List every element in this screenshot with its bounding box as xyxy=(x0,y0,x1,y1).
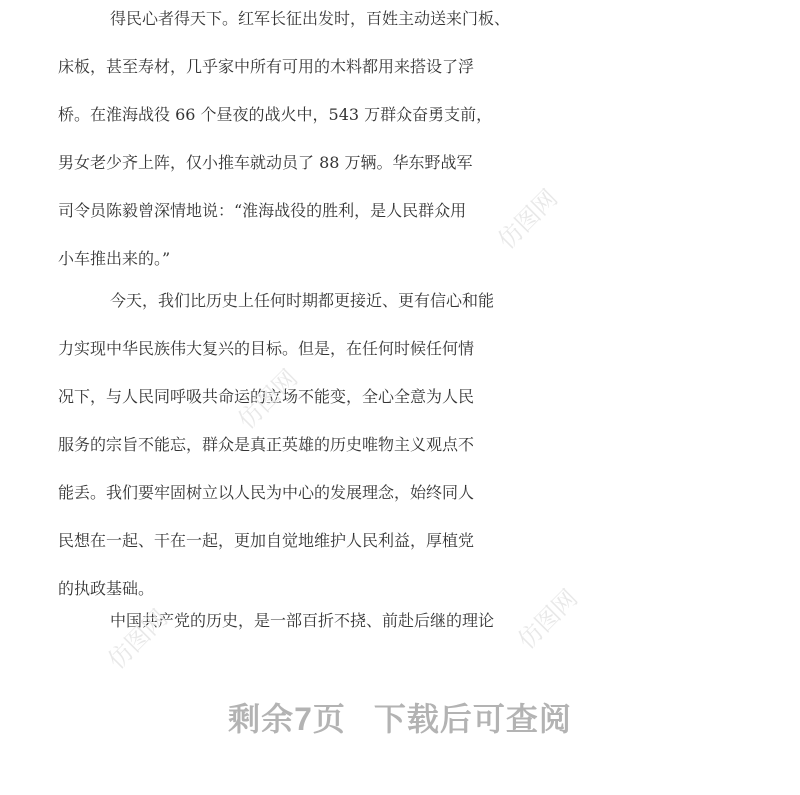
text-line: 力实现中华民族伟大复兴的目标。但是，在任何时候任何情 xyxy=(58,339,475,358)
text-line: 况下，与人民同呼吸共命运的立场不能变，全心全意为人民 xyxy=(58,387,475,406)
text-line: 小车推出来的。” xyxy=(58,249,171,268)
download-to-view-label: 下载后可查阅 xyxy=(373,701,572,737)
watermark: 仿图网 xyxy=(492,183,564,255)
paragraph-2 xyxy=(58,277,748,613)
watermark: 仿图网 xyxy=(512,583,584,655)
text-line: 能丢。我们要牢固树立以人民为中心的发展理念，始终同人 xyxy=(58,483,475,502)
remaining-pages-banner[interactable] xyxy=(0,694,800,740)
remaining-pages-label: 剩余7页 xyxy=(228,701,346,737)
watermark: 仿图网 xyxy=(232,363,304,435)
text-line: 桥。在淮海战役 66 个昼夜的战火中，543 万群众奋勇支前， xyxy=(58,105,493,124)
text-line: 中国共产党的历史，是一部百折不挠、前赴后继的理论 xyxy=(110,611,495,630)
text-line: 男女老少齐上阵，仅小推车就动员了 88 万辆。华东野战军 xyxy=(58,153,473,172)
paragraph-1 xyxy=(58,0,748,283)
text-line: 得民心者得天下。红军长征出发时，百姓主动送来门板、 xyxy=(110,9,511,28)
watermark: 仿图网 xyxy=(102,603,174,675)
text-line: 司令员陈毅曾深情地说：“淮海战役的胜利，是人民群众用 xyxy=(58,201,467,220)
text-line: 民想在一起、干在一起，更加自觉地维护人民利益，厚植党 xyxy=(58,531,475,550)
paragraph-3 xyxy=(58,597,748,645)
text-line: 的执政基础。 xyxy=(58,579,155,598)
text-line: 服务的宗旨不能忘，群众是真正英雄的历史唯物主义观点不 xyxy=(58,435,475,454)
text-line: 床板，甚至寿材，几乎家中所有可用的木料都用来搭设了浮 xyxy=(58,57,475,76)
text-line: 今天，我们比历史上任何时期都更接近、更有信心和能 xyxy=(110,291,495,310)
